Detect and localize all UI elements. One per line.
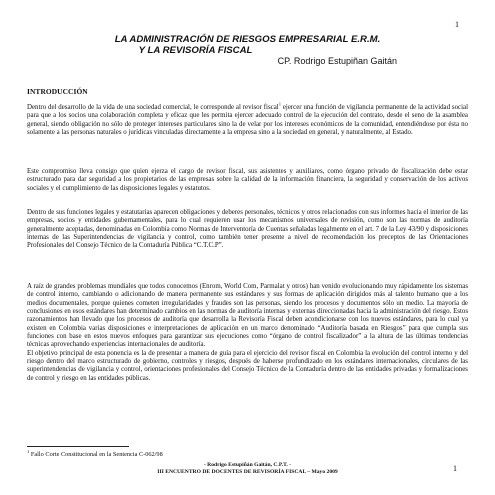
title-line-1: LA ADMINISTRACIÓN DE RIESGOS EMPRESARIAL E.R.M.: [114, 34, 381, 45]
footer-event: III ENCUENTRO DE DOCENTES DE REVISORÍA FISCAL – Mayo 2009: [157, 468, 338, 475]
paragraph-3-text: Dentro de sus funciones legales y estatutarias aparecen obligaciones y deberes personales, técnicos y otros relacionados con sus informes hacia el interior de las empresas, socios y entidades gubernamentales, para lo cual requieren usar los mecanismos universales de revisión, como son las normas de auditoría generalmente aceptadas, denominadas en Colombia como Normas de Interventoría de Cuentas señaladas legalmente en el art. 7 de la Ley 43/90 y disposiciones internas de las Superintendencias de vigilancia y control, como también tener presente a nivel de recomendación los preceptos de las Orientaciones Profesionales del Consejo Técnico de la Contaduría Pública “C.T.C.P”.: [27, 209, 468, 250]
author-name: CP. Rodrigo Estupiñan Gaitán: [277, 56, 397, 66]
footnote-divider: [27, 446, 129, 447]
footnote-number: 1: [27, 448, 30, 454]
footnote-text: Fallo Corte Constitucional en la Sentencia C-062/98: [29, 451, 163, 458]
page-number-bottom: 1: [453, 464, 457, 473]
paragraph-2: [27, 168, 468, 193]
paragraph-1: [27, 101, 468, 137]
footer-author: - Rodrigo Estupiñán Gaitán, C.P.T. -: [203, 462, 292, 468]
paragraph-1-text-a: Dentro del desarrollo de la vida de una sociedad comercial, le corresponde al revisor fiscal: [27, 104, 279, 111]
page-footer: [0, 462, 495, 475]
footnote-reference[interactable]: 1: [278, 101, 281, 107]
paragraph-4-5: [27, 283, 468, 383]
document-title: [0, 34, 495, 56]
page-number-top: 1: [455, 20, 459, 29]
section-heading: INTRODUCCIÓN: [27, 87, 88, 96]
paragraph-1-text-b: ejercer una función de vigilancia permanente de la actividad social para que a los socios una colaboración completa y eficaz que les permita ejercer adecuado control de la ejecución del contrato, desde el seno de la asamblea general, siendo obligación no sólo de proteger intereses particulares sino la de velar por los intereses económicos de la comunidad, entendiéndose por ésta no solamente a las personas naturales o jurídicas vinculadas directamente a la empresa sino a la sociedad en general, y naturalmente, al Estado.: [27, 104, 468, 137]
paragraph-2-text: Este compromiso lleva consigo que quien ejerza el cargo de revisor fiscal, sus asistentes y auxiliares, como órgano privado de fiscalización debe estar estructurado para dar seguridad a los propietarios de las empresas sobre la calidad de la información financiera, la seguridad y conservación de los activos sociales y el cumplimiento de las disposiciones legales y estatutos.: [27, 168, 468, 192]
title-line-2: Y LA REVISORÍA FISCAL: [138, 45, 253, 56]
footnote: [27, 448, 163, 458]
paragraph-5-text: El objetivo principal de esta ponencia es la de presentar a manera de guía para el ejercicio del revisor fiscal en Colombia la evolución del control interno y del riesgo dentro del marco estructurado de gobierno, controles y riesgos, después de haberse profundizado en los estándares internacionales, circulares de las superintendencias de vigilancia y control, orientaciones profesionales del Consejo Técnico de la Contaduría dentro de las entidades privadas y formalizaciones de control y riesgo en las entidades públicas.: [27, 349, 468, 382]
paragraph-4-text: A raíz de grandes problemas mundiales que todos conocemos (Enrom, World Com, Parmalat y otros) han venido evolucionando muy rápidamente los sistemas de control interno, cambiando o adicionando de manera permanente sus estándares y sus formas de aplicación dirigidos más al talento humano que a los medios documentales, porque quienes cometen irregularidades y fraudes son las personas, siendo los procesos y documentos sólo un medio. La mayoría de conclusiones en esos estándares han determinado cambios en las normas de auditoría internas y externas direccionadas hacia la administración del riesgo. Estos razonamientos han llevado que los procesos de auditoría que desarrolla la Revisoría Fiscal deben acondicionarse con los nuevos estándares, para lo cual ya existen en Colombia varias disposiciones e interpretaciones de aplicación en un marco denominado “Auditoría basada en Riesgos” para que cumpla sus funciones con base en estos nuevos enfoques para garantizar sus ejecuciones como “órgano de control fiscalizador” a la altura de las últimas tendencias técnicas aprovechando experiencias internacionales de auditoría.: [27, 283, 468, 349]
paragraph-3: [27, 209, 468, 251]
